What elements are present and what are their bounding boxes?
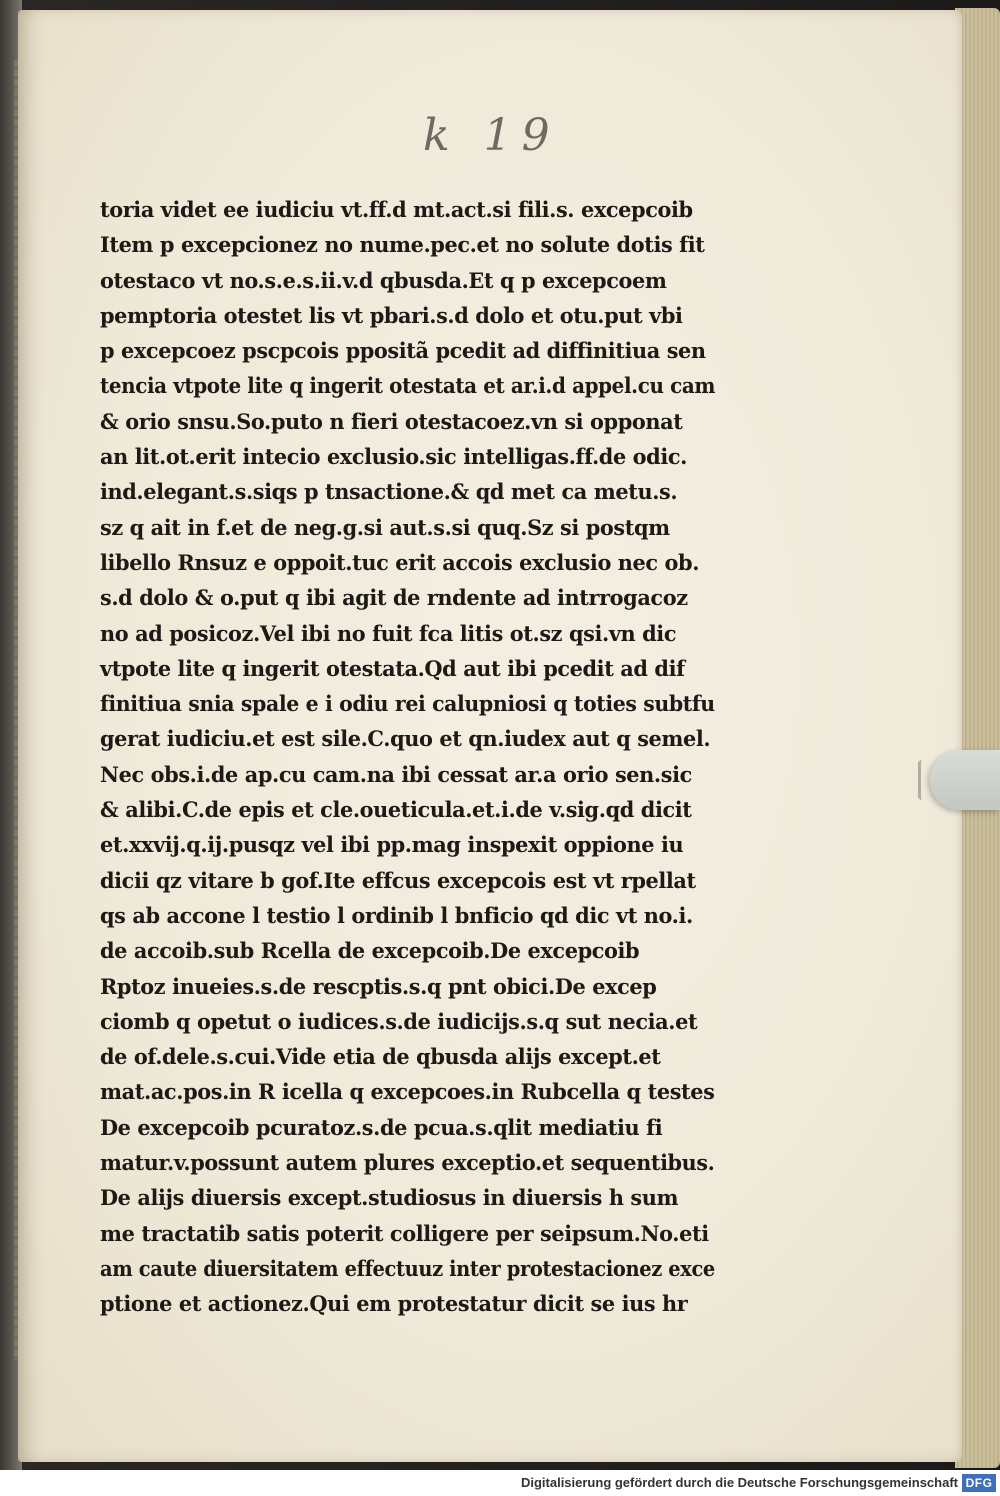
text-line: et.xxvij.q.ij.pusqz vel ibi pp.mag inspexit oppione iu — [100, 832, 684, 858]
text-line: vtpote lite q ingerit otestata.Qd aut ibi pcedit ad dif — [100, 655, 685, 681]
text-line: Nec obs.i.de ap.cu cam.na ibi cessat ar.a orio sen.sic — [100, 761, 692, 787]
text-line: no ad posicoz.Vel ibi no fuit fca litis ot.sz qsi.vn dic — [100, 620, 677, 646]
text-line: ciomb q opetut o iudices.s.de iudicijs.s.q sut necia.et — [100, 1008, 698, 1034]
dfg-logo: DFG — [962, 1474, 996, 1492]
text-line: & alibi.C.de epis et cle.oueticula.et.i.de v.sig.qd dicit — [100, 797, 692, 823]
text-line: mat.ac.pos.in R icella q excepcoes.in Rubcella q testes — [100, 1079, 715, 1105]
text-line: gerat iudiciu.et est sile.C.quo et qn.iudex aut q semel. — [100, 726, 711, 752]
funding-note: Digitalisierung gefördert durch die Deutsche Forschungsgemeinschaft — [520, 1475, 958, 1490]
text-line: tencia vtpote lite q ingerit otestata et ar.i.d appel.cu cam — [100, 373, 716, 399]
text-line: matur.v.possunt autem plures exceptio.et sequentibus. — [100, 1150, 715, 1176]
folio-number: k 19 — [423, 110, 560, 161]
text-line: Item p excepcionez no nume.pec.et no solute dotis fit — [100, 232, 705, 258]
text-line: am caute diuersitatem effectuuz inter protestacionez exce — [100, 1255, 715, 1281]
footer-bar — [0, 1470, 1000, 1496]
text-line: an lit.ot.erit intecio exclusio.sic intelligas.ff.de odic. — [100, 444, 688, 470]
text-line: s.d dolo & o.put q ibi agit de rndente ad intrrogacoz — [100, 585, 688, 611]
text-line: ind.elegant.s.siqs p tnsactione.& qd met ca metu.s. — [100, 479, 678, 505]
text-line: Rptoz inueies.s.de rescptis.s.q pnt obici.De excep — [100, 973, 657, 999]
text-line: toria videt ee iudiciu vt.ff.d mt.act.si fili.s. excepcoib — [100, 197, 693, 222]
bookmark-clip — [930, 750, 1000, 810]
text-line: libello Rnsuz e oppoit.tuc erit accois exclusio nec ob. — [100, 549, 700, 575]
text-block — [100, 192, 720, 1322]
text-line: dicii qz vitare b gof.Ite effcus excepcois est vt rpellat — [100, 867, 696, 893]
text-line: & orio snsu.So.puto n fieri otestacoez.vn si opponat — [100, 408, 683, 434]
text-line: finitiua snia spale e i odiu rei calupniosi q toties subtfu — [100, 691, 715, 717]
text-line: qs ab accone l testio l ordinib l bnficio qd dic vt no.i. — [100, 902, 693, 928]
text-line: De excepcoib pcuratoz.s.de pcua.s.qlit mediatiu fi — [100, 1114, 663, 1140]
text-line: pemptoria otestet lis vt pbari.s.d dolo et otu.put vbi — [100, 302, 683, 328]
text-line: de of.dele.s.cui.Vide etia de qbusda alijs except.et — [100, 1044, 661, 1070]
text-line: otestaco vt no.s.e.s.ii.v.d qbusda.Et q p excepcoem — [100, 267, 667, 293]
text-line: De alijs diuersis except.studiosus in diuersis h sum — [100, 1185, 679, 1211]
text-line: de accoib.sub Rcella de excepcoib.De excepcoib — [100, 938, 640, 964]
clip-mark — [918, 760, 935, 800]
text-line: ptione et actionez.Qui em protestatur dicit se ius hr — [100, 1291, 688, 1317]
text-line: me tractatib satis poterit colligere per seipsum.No.eti — [100, 1220, 709, 1246]
text-line: p excepcoez pscpcois ppositã pcedit ad diffinitiua sen — [100, 338, 706, 364]
text-line: sz q ait in f.et de neg.g.si aut.s.si quq.Sz si postqm — [100, 514, 670, 540]
